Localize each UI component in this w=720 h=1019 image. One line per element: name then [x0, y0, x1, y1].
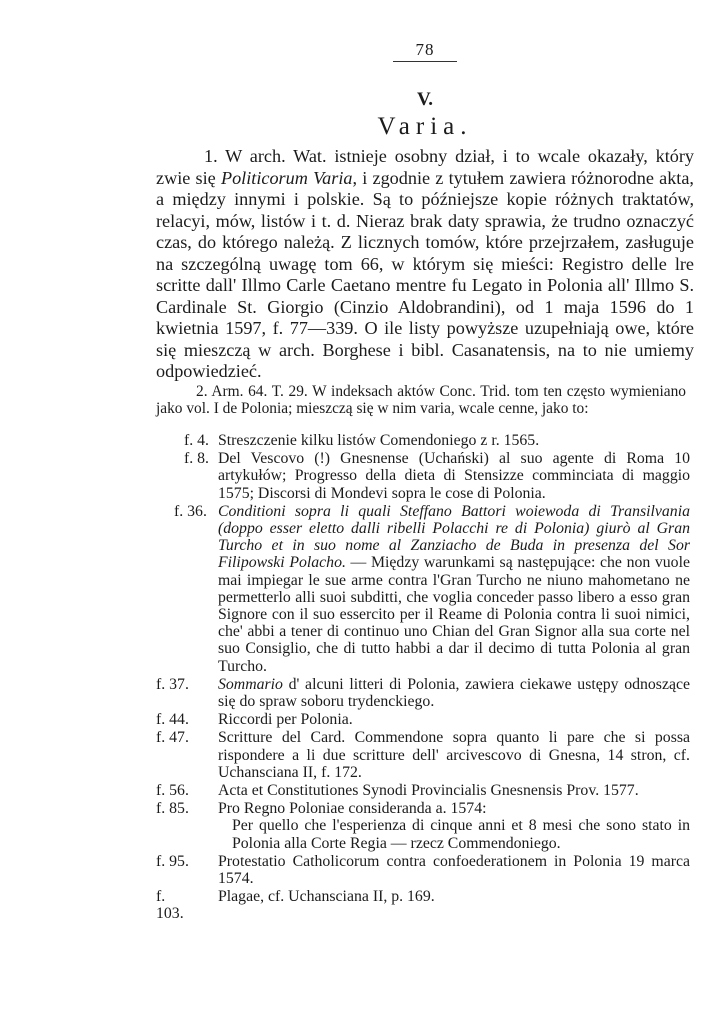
- page-number-rule: [393, 61, 457, 62]
- list-item: [156, 800, 690, 852]
- paragraph-1-number: 1.: [204, 146, 218, 166]
- list-item: [156, 853, 690, 887]
- list-item: [156, 503, 690, 675]
- entry-text: Riccordi per Polonia.: [218, 711, 353, 729]
- entry-italic: Conditioni sopra li quali Steffano Battori woiewoda di Transilvania (doppo esser eletto dalli ribelli Polacchi re di Polonia) giurò al Gran Turcho et in suo nome al Zanziacho de Buda in presenza del Sor Filipowski Polacho.: [218, 502, 690, 572]
- entry-text: Acta et Constitutiones Synodi Provincialis Gnesnensis Prov. 1577.: [218, 782, 639, 800]
- paragraph-1-text-b: , i zgodnie z tytułem zawiera różnorodne akta, a między innymi i polskie. Są to późniejsze kopie różnych traktatów, relacyi, mów, listów i t. d. Nieraz brak daty sprawia, że trudno oznaczyć czas, do którego należą. Z licznych tomów, które przejrzałem, zasługuje na szczególną uwagę tom 66, w którym się mieści: Registro delle lre scritte dall' Illmo Carle Caetano mentre fu Legato in Polonia all' Illmo S. Cardinale St. Giorgio (Cinzio Aldobrandini), od 1 maja 1596 do 1 kwietnia 1597, f. 77—339. O ile listy powyższe uzupełniają owe, które się mieszczą w arch. Borghese i bibl. Casanatensis, na to nie umiemy odpowiedzieć.: [156, 167, 694, 381]
- entry-text: — Między warunkami są następujące: che non vuole mai impiegar le sue arme contra l'Gran Turcho ne niuno mahometano ne permetterlo alli suoi subditti, che voglia conceder passo libero a esso gran Signore con il suo essercito per il Reame di Polonia contra li suoi nimici, che' abbi a tener di continuo uno Chian del Gran Signor alla sua corte nel suo Consiglio, che di tutto habbi a dar il decimo di tutta Polonia al gran Turcho.: [218, 554, 690, 675]
- paragraph-1-text-a: W arch. Wat. istnieje osobny dział, i to wcale okazały, który zwie się: [156, 146, 694, 188]
- paragraph-1: [156, 146, 694, 383]
- list-item: [156, 729, 690, 781]
- list-item: [156, 432, 690, 449]
- paragraph-2: [156, 384, 686, 417]
- entry-text: Del Vescovo (!) Gnesnense (Uchański) al suo agente di Roma 10 artykułów; Progresso della dieta di Stensizze comminciata di maggio 1575; Discorsi di Mondevi sopra le cose di Polonia.: [218, 450, 690, 502]
- folio-number: f. 95.: [156, 852, 189, 870]
- entry-italic: Sommario: [218, 675, 283, 693]
- folio-number: f. 47.: [156, 729, 189, 747]
- entry-text: d' alcuni litteri di Polonia, zawiera ciekawe ustępy odnoszące się do spraw soboru trydenckiego.: [218, 675, 690, 711]
- paragraph-2-text: Arm. 64. T. 29. W indeksach aktów Conc. Trid. tom ten często wymieniano jako vol. I de Polonia; mieszczą się w nim varia, wcale cenne, jako to:: [156, 383, 686, 417]
- folio-number: f. 56.: [156, 782, 189, 800]
- paragraph-1-title: Politicorum Varia: [220, 167, 353, 188]
- folio-number: f. 37.: [156, 675, 189, 693]
- folio-number: f. 36.: [174, 502, 207, 520]
- folio-number: f. 4.: [184, 432, 210, 449]
- entry-text: Pro Regno Poloniae consideranda a. 1574:: [218, 800, 487, 818]
- folio-number: f. 8.: [184, 450, 210, 468]
- folio-number: f. 44.: [156, 711, 189, 729]
- entry-text: Plagae, cf. Uchansciana II, p. 169.: [218, 888, 435, 906]
- folio-list: [156, 432, 690, 923]
- list-item: [156, 711, 690, 728]
- section-title: Varia.: [377, 113, 473, 140]
- section-number: V.: [416, 89, 434, 110]
- list-item: [156, 450, 690, 502]
- entry-text: Protestatio Catholicorum contra confoederationem in Polonia 19 marca 1574.: [218, 852, 690, 888]
- entry-text: Scritture del Card. Commendone sopra quanto li pare che si possa rispondere a li due scritture dell' arcivescovo di Gnesna, 14 stron, cf. Uchansciana II, f. 172.: [218, 729, 690, 781]
- folio-number: f. 85.: [156, 800, 189, 818]
- list-item: [156, 888, 690, 923]
- paragraph-2-number: 2.: [196, 383, 208, 400]
- page-number: 78: [415, 40, 435, 59]
- entry-text: Streszczenie kilku listów Comendoniego z r. 1565.: [218, 432, 540, 449]
- entry-subtext: Per quello che l'esperienza di cinque anni et 8 mesi che sono stato in Polonia alla Corte Regia — rzecz Commendoniego.: [232, 817, 690, 852]
- list-item: [156, 676, 690, 710]
- list-item: [156, 782, 690, 799]
- folio-number: f. 103.: [156, 888, 184, 923]
